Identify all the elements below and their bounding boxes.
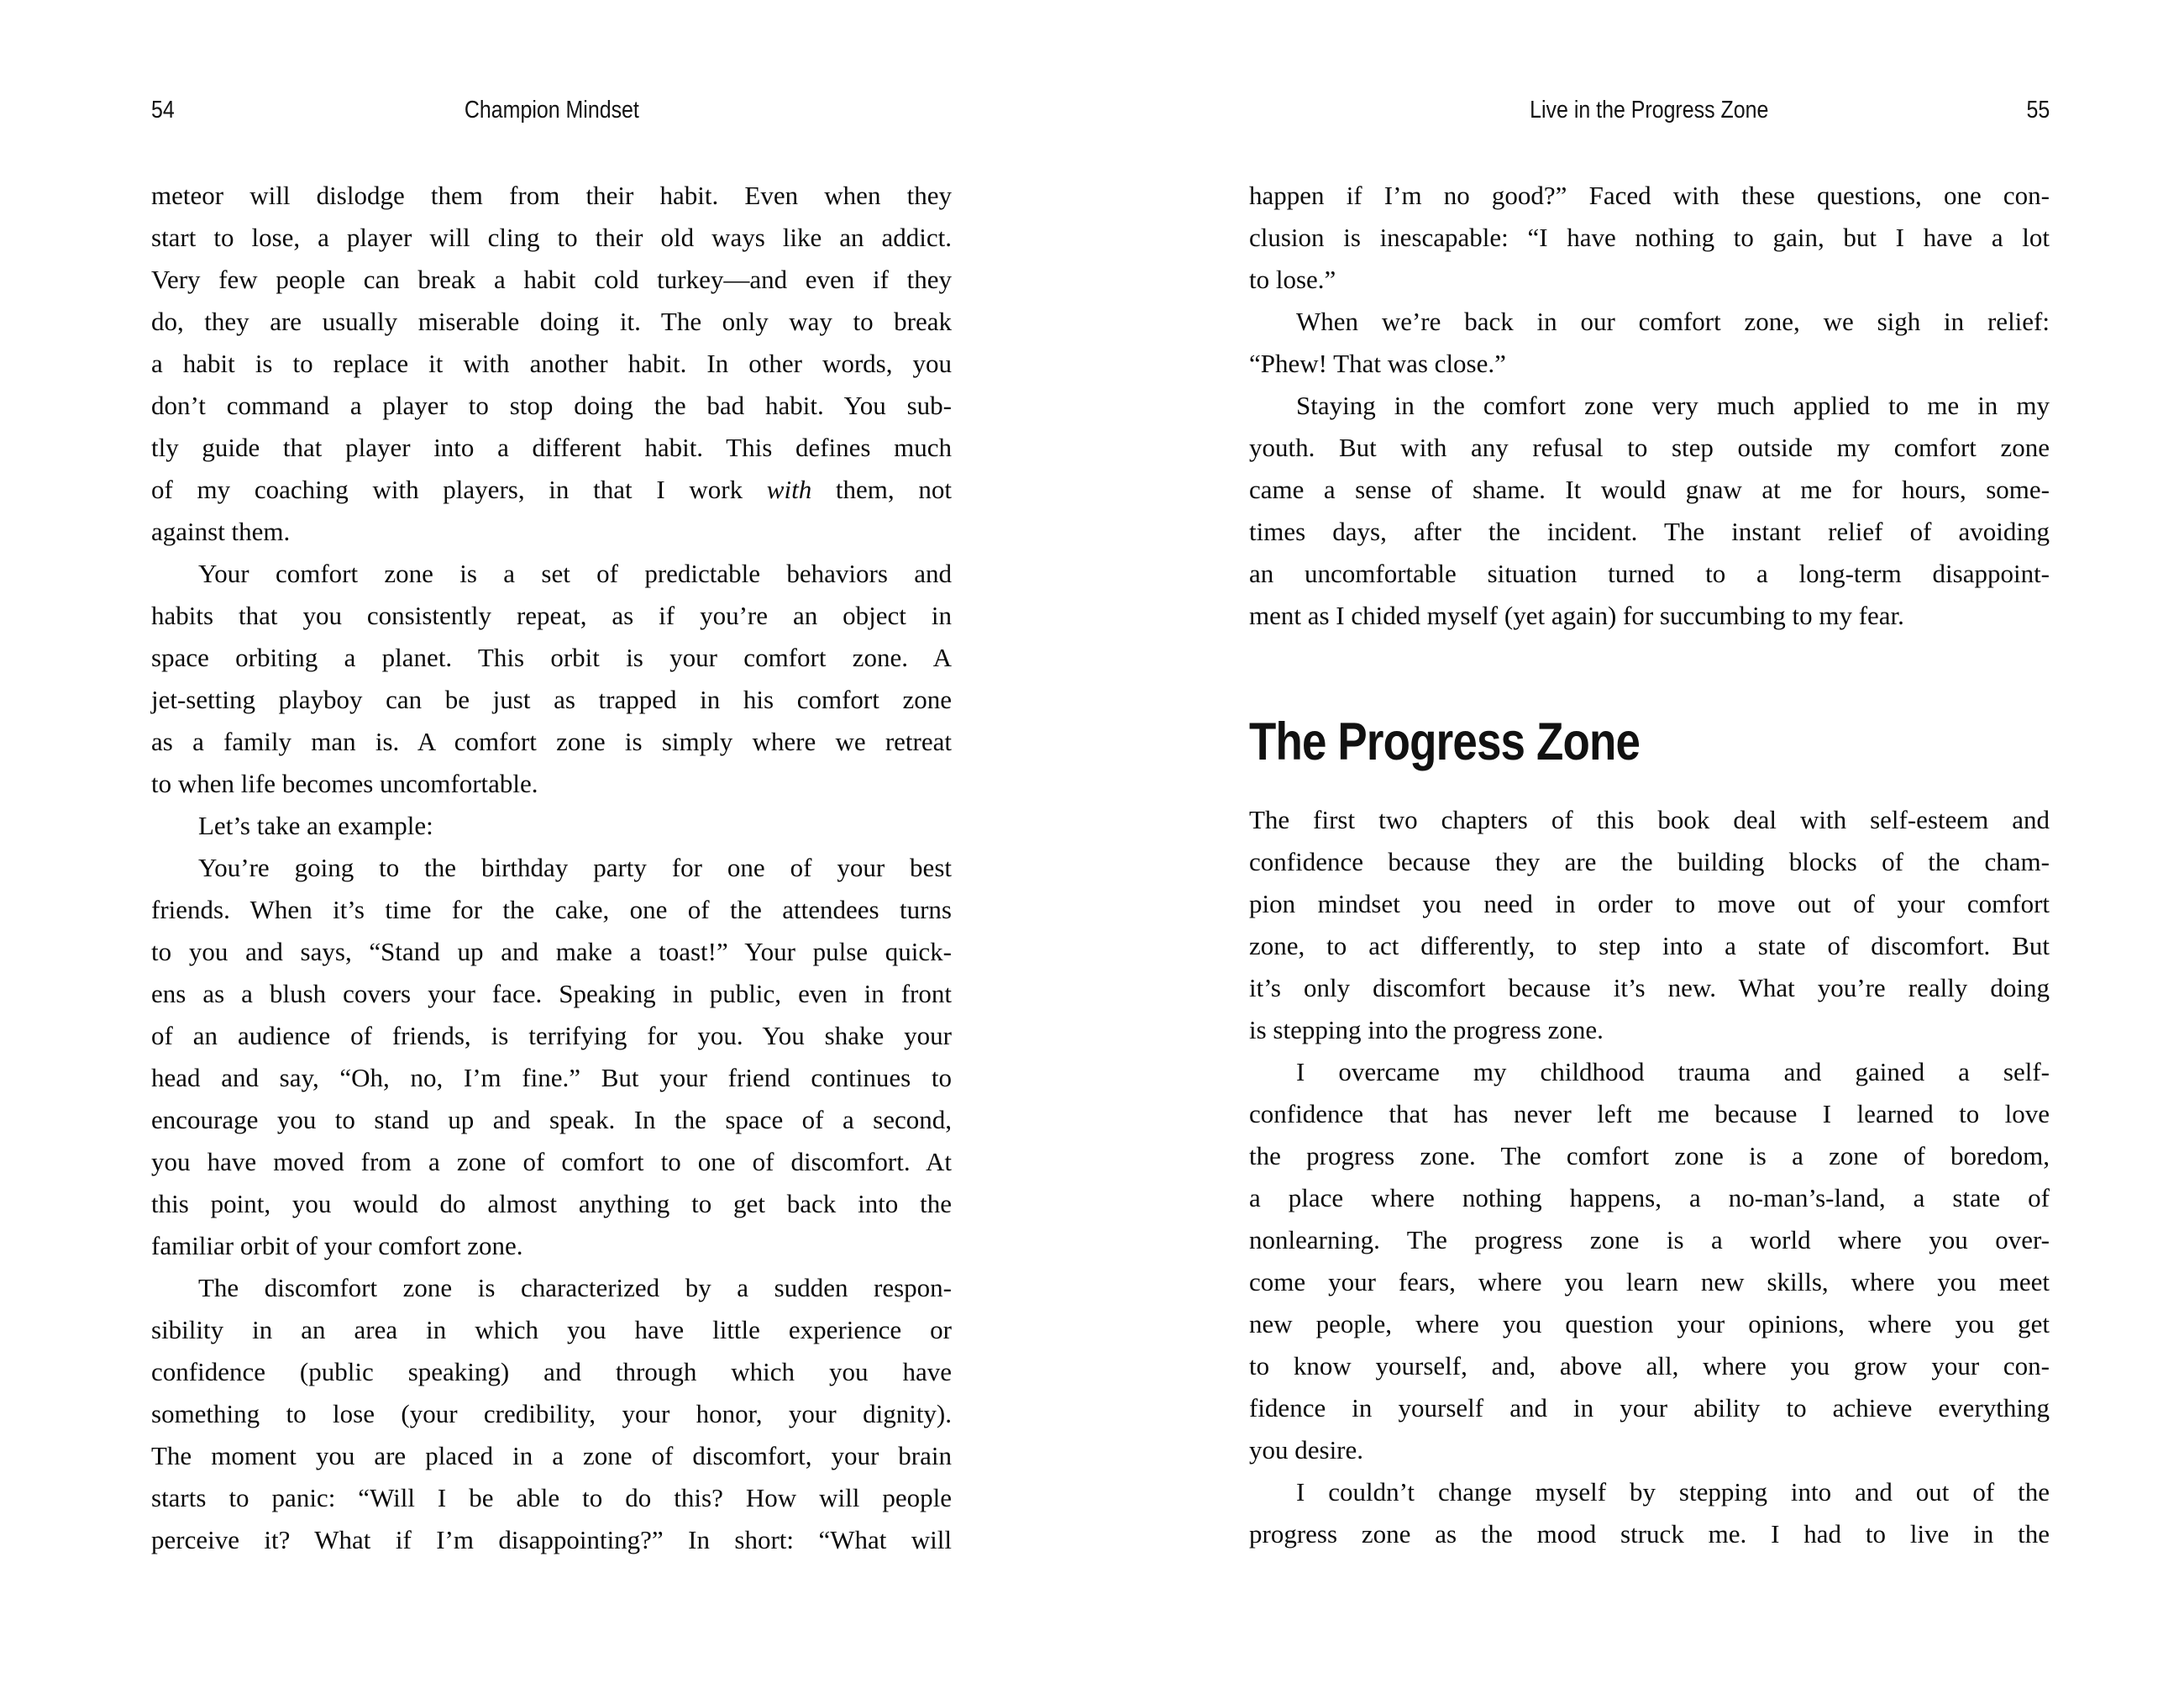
text-line: I couldn’t change myself by stepping into and out of the	[1296, 1477, 2050, 1507]
text-line: something to lose (your credibility, your honor, your dignity).	[151, 1399, 952, 1428]
left-running-header	[151, 92, 952, 128]
text-line: don’t command a player to stop doing the bad habit. You sub-	[151, 391, 952, 420]
text-line: starts to panic: “Will I be able to do this? How will people	[151, 1483, 952, 1512]
text-line: do, they are usually miserable doing it. The only way to break	[151, 307, 952, 336]
text-line: Let’s take an example:	[198, 811, 433, 840]
text-line: it’s only discomfort because it’s new. What you’re really doing	[1249, 973, 2050, 1002]
text-line: confidence because they are the building blocks of the cham-	[1249, 847, 2050, 876]
text-line	[151, 469, 952, 511]
text-line: You’re going to the birthday party for one of your best	[198, 853, 952, 882]
text-line: nonlearning. The progress zone is a world where you over-	[1249, 1225, 2050, 1254]
text-line: a place where nothing happens, a no-man’s-land, a state of	[1249, 1183, 2050, 1212]
text-line: of an audience of friends, is terrifying for you. You shake your	[151, 1021, 952, 1050]
section-heading: The Progress Zone	[1249, 713, 1641, 771]
text-line: tly guide that player into a different habit. This defines much	[151, 433, 952, 462]
text-line: happen if I’m no good?” Faced with these questions, one con-	[1249, 181, 2050, 210]
text-line: as a family man is. A comfort zone is simply where we retreat	[151, 727, 952, 756]
right-page-body	[1249, 175, 2050, 1555]
text-line: new people, where you question your opinions, where you get	[1249, 1309, 2050, 1338]
text-line: came a sense of shame. It would gnaw at me for hours, some-	[1249, 475, 2050, 504]
text-line: habits that you consistently repeat, as if you’re an object in	[151, 601, 952, 630]
text-line: come your fears, where you learn new skills, where you meet	[1249, 1267, 2050, 1296]
text-line: familiar orbit of your comfort zone.	[151, 1231, 523, 1260]
text-line: perceive it? What if I’m disappointing?” In short: “What will	[151, 1525, 952, 1554]
emphasized-word: with	[766, 475, 812, 504]
right-page-number	[1249, 92, 2050, 128]
text-line: confidence (public speaking) and through which you have	[151, 1357, 952, 1386]
text-line: progress zone as the mood struck me. I had to live in the	[1249, 1519, 2050, 1549]
text-line: youth. But with any refusal to step outside my comfort zone	[1249, 433, 2050, 462]
text-line: The moment you are placed in a zone of discomfort, your brain	[151, 1441, 952, 1470]
text-line: against them.	[151, 517, 291, 546]
right-page-number-text: 55	[2026, 97, 2050, 124]
text-line: “Phew! That was close.”	[1249, 349, 1506, 378]
text-line: The first two chapters of this book deal with self-esteem and	[1249, 805, 2050, 834]
text-line: to lose.”	[1249, 265, 1336, 294]
left-page-number-text: 54	[151, 97, 175, 124]
text-line: Staying in the comfort zone very much applied to me in my	[1296, 391, 2050, 420]
text-line: the progress zone. The comfort zone is a zone of boredom,	[1249, 1141, 2050, 1170]
text-line: space orbiting a planet. This orbit is your comfort zone. A	[151, 643, 952, 672]
left-running-header-text: Champion Mindset	[464, 97, 639, 124]
right-running-header-text: Live in the Progress Zone	[1530, 97, 1769, 124]
text-line: confidence that has never left me because I learned to love	[1249, 1099, 2050, 1128]
text-line: you desire.	[1249, 1435, 1364, 1465]
text-line: clusion is inescapable: “I have nothing to gain, but I have a lot	[1249, 223, 2050, 252]
text-line: I overcame my childhood trauma and gained a self-	[1296, 1057, 2050, 1086]
text-line: Your comfort zone is a set of predictable behaviors and	[198, 559, 952, 588]
text-line: to you and says, “Stand up and make a toast!” Your pulse quick-	[151, 937, 952, 966]
text-run: them, not	[811, 475, 952, 504]
text-run: of my coaching with players, in that I work	[151, 475, 767, 504]
text-line: encourage you to stand up and speak. In the space of a second,	[151, 1105, 952, 1134]
text-line: is stepping into the progress zone.	[1249, 1015, 1604, 1044]
section-heading-block	[1249, 637, 2050, 799]
text-line: fidence in yourself and in your ability to achieve everything	[1249, 1393, 2050, 1422]
text-line: an uncomfortable situation turned to a long-term disappoint-	[1249, 559, 2050, 588]
text-line: friends. When it’s time for the cake, one of the attendees turns	[151, 895, 952, 924]
text-line: jet-setting playboy can be just as trapped in his comfort zone	[151, 685, 952, 714]
text-line: pion mindset you need in order to move out of your comfort	[1249, 889, 2050, 918]
text-line: Very few people can break a habit cold turkey—and even if they	[151, 265, 952, 294]
text-line: this point, you would do almost anything to get back into the	[151, 1189, 952, 1218]
text-line: times days, after the incident. The instant relief of avoiding	[1249, 517, 2050, 546]
text-line: sibility in an area in which you have little experience or	[151, 1315, 952, 1344]
text-line: zone, to act differently, to step into a state of discomfort. But	[1249, 931, 2050, 960]
text-line: to know yourself, and, above all, where you grow your con-	[1249, 1351, 2050, 1380]
text-line: to when life becomes uncomfortable.	[151, 769, 538, 798]
text-line: ment as I chided myself (yet again) for succumbing to my fear.	[1249, 601, 1904, 630]
text-line: meteor will dislodge them from their habit. Even when they	[151, 181, 952, 210]
text-line: When we’re back in our comfort zone, we sigh in relief:	[1296, 307, 2050, 336]
text-line: head and say, “Oh, no, I’m fine.” But your friend continues to	[151, 1063, 952, 1092]
text-line: start to lose, a player will cling to their old ways like an addict.	[151, 223, 952, 252]
text-line: a habit is to replace it with another habit. In other words, you	[151, 349, 952, 378]
text-line: The discomfort zone is characterized by a sudden respon-	[198, 1273, 952, 1302]
left-page-body	[151, 175, 952, 1561]
text-line: you have moved from a zone of comfort to one of discomfort. At	[151, 1147, 952, 1176]
text-line: ens as a blush covers your face. Speaking in public, even in front	[151, 979, 952, 1008]
